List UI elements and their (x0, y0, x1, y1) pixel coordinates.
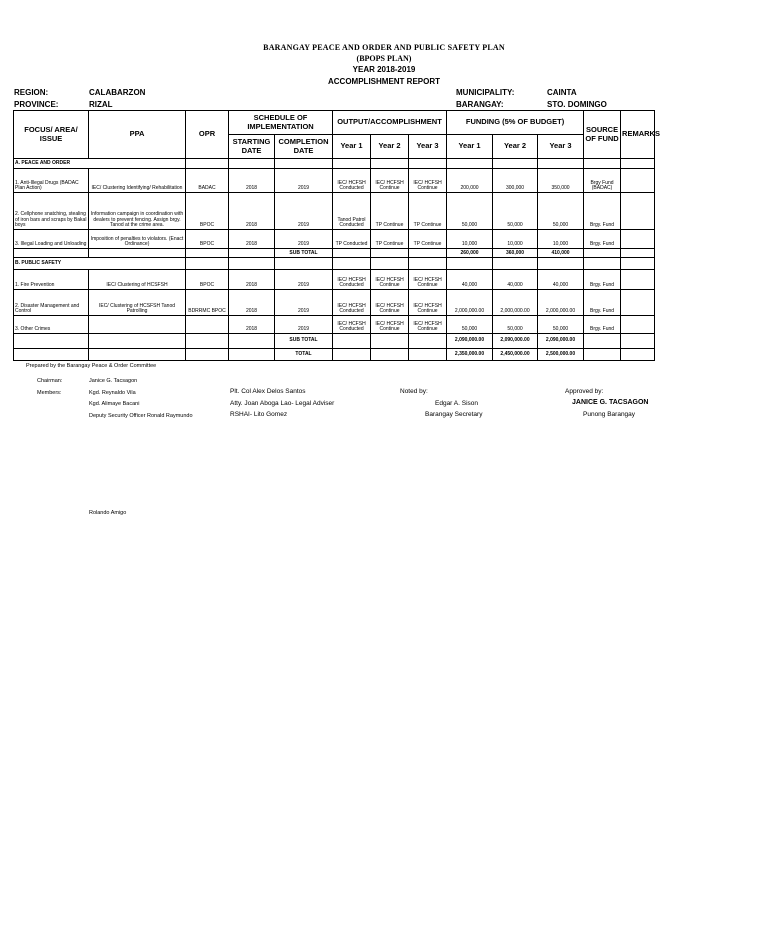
cell-ppa (89, 316, 186, 334)
cell-fund-1: 50,000 (447, 193, 493, 230)
cell-start: 2018 (229, 169, 275, 193)
cell-output-1: IEC/ HCFSH Conducted (333, 316, 371, 334)
subtotal-fund-1: 260,000 (447, 249, 493, 258)
cell-remarks (621, 290, 655, 316)
cell-ppa: IEC/ Clustering of HCSFSH (89, 270, 186, 290)
subtotal-row (14, 334, 655, 349)
subtotal-fund-1: 2,090,000.00 (447, 334, 493, 349)
col-output: OUTPUT/ACCOMPLISHMENT (333, 111, 447, 135)
cell-output-2: TP Continue (371, 193, 409, 230)
cell-start: 2018 (229, 290, 275, 316)
cell-opr: BDRRMC BPOC (186, 290, 229, 316)
col-starting: STARTING DATE (229, 135, 275, 159)
cell-end: 2019 (275, 270, 333, 290)
cell-fund-1: 10,000 (447, 230, 493, 249)
cell-focus: 3. Illegal Loading and Unloading (14, 230, 89, 249)
cell-output-1: IEC/ HCFSH Conducted (333, 290, 371, 316)
cell-opr: BADAC (186, 169, 229, 193)
col-ppa: PPA (89, 111, 186, 159)
cell-opr: BPOC (186, 193, 229, 230)
subtotal-fund-2: 2,090,000.00 (493, 334, 538, 349)
cell-end: 2019 (275, 193, 333, 230)
total-fund-3: 2,500,000.00 (538, 349, 584, 361)
cell-output-2: IEC/ HCFSH Continue (371, 290, 409, 316)
col-funding: FUNDING (5% OF BUDGET) (447, 111, 584, 135)
region-label: REGION: (14, 88, 49, 97)
cell-remarks (621, 270, 655, 290)
cell-fund-1: 40,000 (447, 270, 493, 290)
col-opr: OPR (186, 111, 229, 159)
municipality-label: MUNICIPALITY: (456, 88, 515, 97)
col-remarks: REMARKS (621, 111, 655, 159)
members-label: Members: (37, 390, 62, 396)
cell-source: Brgy. Fund (584, 193, 621, 230)
col-source: SOURCE OF FUND (584, 111, 621, 159)
col-output-year3: Year 3 (409, 135, 447, 159)
cell-source: Brgy. Fund (584, 316, 621, 334)
cell-output-3: TP Continue (409, 230, 447, 249)
table-row (14, 193, 655, 230)
col-output-year1: Year 1 (333, 135, 371, 159)
cell-fund-2: 50,000 (493, 193, 538, 230)
col-completion: COMPLETION DATE (275, 135, 333, 159)
cell-focus: 3. Other Crimes (14, 316, 89, 334)
noted-by-name: Edgar A. Sison (435, 400, 478, 407)
total-fund-2: 2,450,000.00 (493, 349, 538, 361)
table-row (14, 270, 655, 290)
member-name: RSHAI- Lito Gomez (230, 411, 288, 418)
cell-ppa: Information campaign in coordination with dealers to prevent fencing. Assign brgy. Tanod at the crime area. (89, 193, 186, 230)
cell-fund-3: 40,000 (538, 270, 584, 290)
total-fund-1: 2,350,000.00 (447, 349, 493, 361)
cell-fund-1: 2,000,000.00 (447, 290, 493, 316)
cell-end: 2019 (275, 169, 333, 193)
cell-fund-3: 50,000 (538, 193, 584, 230)
cell-output-3: IEC/ HCFSH Continue (409, 316, 447, 334)
col-output-year2: Year 2 (371, 135, 409, 159)
col-funding-year1: Year 1 (447, 135, 493, 159)
cell-output-3: IEC/ HCFSH Continue (409, 290, 447, 316)
cell-remarks (621, 169, 655, 193)
approved-by-title: Punong Barangay (583, 411, 636, 418)
cell-output-1: Tanod Patrol Conducted (333, 193, 371, 230)
col-funding-year2: Year 2 (493, 135, 538, 159)
subtotal-fund-3: 410,000 (538, 249, 584, 258)
accomplishment-table (13, 110, 660, 361)
cell-opr (186, 316, 229, 334)
province-value: RIZAL (89, 100, 113, 109)
chairman-name: Janice G. Tacsagon (89, 378, 138, 384)
cell-fund-3: 10,000 (538, 230, 584, 249)
barangay-label: BARANGAY: (456, 100, 504, 109)
cell-fund-2: 50,000 (493, 316, 538, 334)
member-name: Kgd. Alimaye Bacani (89, 401, 140, 407)
cell-opr: BPOC (186, 270, 229, 290)
cell-focus: 2. Disaster Management and Control (14, 290, 89, 316)
cell-start: 2018 (229, 316, 275, 334)
col-focus: FOCUS/ AREA/ ISSUE (14, 111, 89, 159)
cell-fund-3: 50,000 (538, 316, 584, 334)
table-row (14, 316, 655, 334)
cell-output-2: IEC/ HCFSH Continue (371, 270, 409, 290)
table-row (14, 290, 655, 316)
cell-output-2: TP Continue (371, 230, 409, 249)
subtotal-label: SUB TOTAL (275, 249, 333, 258)
col-schedule: SCHEDULE OF IMPLEMENTATION (229, 111, 333, 135)
col-funding-year3: Year 3 (538, 135, 584, 159)
cell-output-2: IEC/ HCFSH Continue (371, 169, 409, 193)
cell-remarks (621, 316, 655, 334)
cell-ppa: Imposition of penalties to violators. (Enact Ordinance) (89, 230, 186, 249)
subtotal-row (14, 249, 655, 258)
additional-name: Rolando Amigo (89, 510, 127, 516)
report-subtitle: (BPOPS PLAN) (356, 54, 412, 63)
cell-end: 2019 (275, 230, 333, 249)
report-type: ACCOMPLISHMENT REPORT (328, 77, 440, 86)
table-row (14, 230, 655, 249)
cell-focus: 1. Fire Prevention (14, 270, 89, 290)
chairman-label: Chairman: (37, 378, 63, 384)
cell-fund-2: 40,000 (493, 270, 538, 290)
cell-source: Brgy Fund (BADAC) (584, 169, 621, 193)
region-value: CALABARZON (89, 88, 146, 97)
approved-by-label: Approved by: (565, 388, 604, 395)
noted-by-label: Noted by: (400, 388, 428, 395)
member-name: Deputy Security Officer Ronald Raymundo (89, 413, 193, 419)
cell-output-3: IEC/ HCFSH Continue (409, 270, 447, 290)
cell-fund-1: 50,000 (447, 316, 493, 334)
municipality-value: CAINTA (547, 88, 577, 97)
cell-remarks (621, 230, 655, 249)
cell-end: 2019 (275, 316, 333, 334)
cell-focus: 1. Anti-Illegal Drugs (BADAC Plan Action) (14, 169, 89, 193)
cell-source: Brgy. Fund (584, 230, 621, 249)
section-a-heading: A. PEACE AND ORDER (14, 159, 186, 169)
report-title: BARANGAY PEACE AND ORDER AND PUBLIC SAFETY PLAN (263, 43, 505, 52)
cell-output-1: TP Conducted (333, 230, 371, 249)
cell-fund-3: 350,000 (538, 169, 584, 193)
cell-opr: BPOC (186, 230, 229, 249)
cell-fund-2: 300,000 (493, 169, 538, 193)
barangay-value: STO. DOMINGO (547, 100, 607, 109)
member-name: Kgd. Reynaldo Vila (89, 390, 136, 396)
cell-output-1: IEC/ HCFSH Conducted (333, 270, 371, 290)
member-name: Atty. Joan Aboga Lao- Legal Adviser (230, 400, 335, 407)
approved-by-name: JANICE G. TACSAGON (572, 399, 649, 406)
cell-output-2: IEC/ HCFSH Continue (371, 316, 409, 334)
cell-output-3: IEC/ HCFSH Continue (409, 169, 447, 193)
member-name: Plt. Col Alex Delos Santos (230, 388, 306, 395)
cell-fund-1: 200,000 (447, 169, 493, 193)
table-row (14, 169, 655, 193)
cell-fund-2: 10,000 (493, 230, 538, 249)
noted-by-title: Barangay Secretary (425, 411, 483, 418)
subtotal-label: SUB TOTAL (275, 334, 333, 349)
cell-end: 2019 (275, 290, 333, 316)
cell-fund-3: 2,000,000.00 (538, 290, 584, 316)
cell-focus: 2. Cellphone snatching, stealing of iron bars and scraps by Bakal boys (14, 193, 89, 230)
prepared-by: Prepared by the Barangay Peace & Order Committee (26, 363, 157, 369)
cell-start: 2018 (229, 230, 275, 249)
cell-ppa: IEC/ Clustering Identifying/ Rehabilitation (89, 169, 186, 193)
cell-source: Brgy. Fund (584, 270, 621, 290)
cell-output-3: TP Continue (409, 193, 447, 230)
total-row (14, 349, 655, 361)
subtotal-fund-2: 360,000 (493, 249, 538, 258)
cell-start: 2018 (229, 270, 275, 290)
section-b-heading: B. PUBLIC SAFETY (14, 258, 186, 270)
cell-start: 2018 (229, 193, 275, 230)
cell-fund-2: 2,000,000.00 (493, 290, 538, 316)
total-label: TOTAL (275, 349, 333, 361)
cell-ppa: IEC/ Clustering of HCSFSH Tanod Patrolling (89, 290, 186, 316)
cell-source: Brgy. Fund (584, 290, 621, 316)
report-year: YEAR 2018-2019 (352, 65, 416, 74)
province-label: PROVINCE: (14, 100, 59, 109)
cell-remarks (621, 193, 655, 230)
cell-output-1: IEC/ HCFSH Conducted (333, 169, 371, 193)
subtotal-fund-3: 2,090,000.00 (538, 334, 584, 349)
